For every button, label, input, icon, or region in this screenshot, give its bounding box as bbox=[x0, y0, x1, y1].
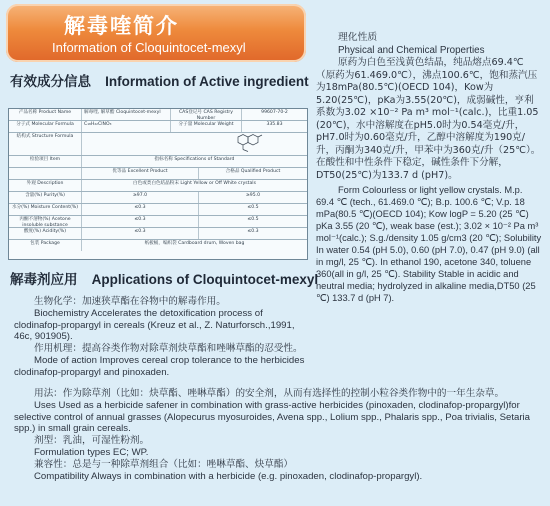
table-row bbox=[9, 180, 307, 192]
applications-heading-cn: 解毒剂应用 bbox=[10, 272, 78, 288]
properties-heading-en: Physical and Chemical Properties bbox=[338, 44, 485, 56]
table-row bbox=[9, 192, 307, 204]
table-cell: ≤0.3 bbox=[82, 204, 199, 215]
properties-heading-cn: 理化性质 bbox=[338, 32, 378, 43]
chemistry-cn: 生物化学：加速狭草酯在谷物中的解毒作用。 bbox=[34, 296, 226, 307]
table-cell: 外观 Description bbox=[9, 180, 82, 191]
table-cell: CAS登记号 CAS Registry Number bbox=[171, 109, 242, 120]
banner-title-en: Information of Cloquintocet-mexyl bbox=[52, 40, 246, 55]
table-cell: ≤0.3 bbox=[82, 216, 199, 227]
table-cell: ≤0.5 bbox=[247, 217, 259, 222]
table-row bbox=[9, 216, 307, 228]
table-cell: 白色或类白色结晶粉末 Light Yellow or Off White crystals bbox=[133, 181, 256, 186]
properties-section bbox=[316, 32, 542, 304]
table-row bbox=[9, 156, 307, 168]
table-cell: 指标名称 Specifications of Standard bbox=[154, 157, 235, 162]
specification-table bbox=[8, 108, 308, 260]
table-cell: ≤0.5 bbox=[247, 205, 259, 210]
title-banner bbox=[6, 4, 306, 62]
table-cell: C₁₈H₂₂ClNO₃ bbox=[82, 121, 171, 132]
table-cell: ≥97.0 bbox=[82, 192, 199, 203]
table-cell: 包装 Package bbox=[9, 240, 82, 251]
table-row bbox=[9, 133, 307, 156]
table-cell: 合格品 Qualified Product bbox=[225, 169, 281, 174]
table-cell: 水分(%) Moisture Content(%) bbox=[9, 204, 82, 215]
properties-body-en: Form Colourless or light yellow crystals. M.p. 69.4 ℃ (tech., 61.469.0 ℃); B.p. 100.6 ℃; V.p. 18 mPa(80.5 ℃)(OECD 104); Kow logP = 5.20 (25 ℃) pKa 3.55 (20 ℃), weak base (est.); 3.02 × 10⁻² Pa m³ mol⁻¹(calc.); S.g./density 1.05 g/cm3 (20 ℃); Solubility In water 0.54 (pH 5.0), 0.60 (pH 7.0), 0.47 (pH 9.0) (all in mg/l, 25 ℃). In ethanol 190, acetone 340, toluene 360(all in g/l, 25 ℃). Stability Stable in acidic and neutral media; hydrolyzed in alkaline media,DT50 (25 ℃) 133.7 d (pH 7). bbox=[316, 185, 542, 303]
table-cell: 分子量 Molecular Weight bbox=[171, 121, 242, 132]
mechanism-cn: 作用机理：提高谷类作物对除草剂炔草酯和唑啉草酯的忍受性。 bbox=[34, 343, 303, 355]
uses-section bbox=[14, 388, 542, 482]
table-cell: 含量(%) Purity(%) bbox=[9, 192, 82, 203]
table-cell: 335.83 bbox=[266, 122, 283, 127]
table-cell: 纸板桶，编织袋 Cardboard drum, Woven bag bbox=[144, 241, 245, 246]
table-row bbox=[9, 240, 307, 251]
table-cell: ≤0.3 bbox=[247, 229, 259, 234]
table-row bbox=[9, 121, 307, 133]
structure-formula-cell bbox=[82, 133, 307, 155]
table-cell: 丙酮不溶物(%) Acetone insoluble substance bbox=[9, 216, 82, 227]
active-ingredient-heading-cn: 有效成分信息 bbox=[10, 74, 91, 90]
banner-title-cn: 解毒喹简介 bbox=[64, 14, 179, 38]
table-cell: 产品名称 Product Name bbox=[9, 109, 82, 120]
uses-en: Uses Used as a herbicide safener in combination with grass-active herbicides (pinoxaden, clodinafop-propargyl)for selective control of annual grasses (Alopecurus myosuroides, Avena spp., Lolium spp., Phalaris spp., Poa trivialis, Setaria spp.) in small grain cereals. bbox=[14, 399, 531, 435]
chemistry-en: Biochemistry Accelerates the detoxification process of clodinafop-propargyl in cereals (Kreuz et al., Z. Naturforsch.,1991, 46c, 901905). bbox=[14, 307, 295, 343]
applications-heading-en: Applications of Cloquintocet-mexyl bbox=[91, 272, 319, 287]
compatibility-en: Compatibility Always in combination with a herbicide (e.g. pinoxaden, clodinafop-propargyl). bbox=[34, 470, 423, 482]
table-cell: 分子式 Molecular Formula bbox=[9, 121, 82, 132]
uses-cn: 用法：作为除草剂（比如：炔草酯、唑啉草酯）的安全剂，从而有选择性的控制小粒谷类作物中的一年生杂草。 bbox=[34, 388, 505, 399]
compatibility-cn: 兼容性：总是与一种除草剂组合（比如：唑啉草酯、炔草酯） bbox=[34, 458, 294, 470]
table-cell: 检验项目 Item bbox=[9, 156, 82, 167]
applications-heading bbox=[10, 268, 318, 288]
formulation-cn: 剂型：乳油，可湿性粉剂。 bbox=[34, 435, 150, 447]
mechanism-en: Mode of action Improves cereal crop tolerance to the herbicides clodinafop-propargyl and pinoxaden. bbox=[14, 354, 305, 378]
structure-formula-drawing bbox=[232, 134, 264, 152]
table-cell: 优等品 Excellent Product bbox=[82, 168, 199, 179]
table-cell: ≥95.0 bbox=[245, 193, 261, 198]
table-cell bbox=[9, 168, 82, 179]
active-ingredient-heading bbox=[10, 70, 309, 90]
table-row bbox=[9, 204, 307, 216]
table-cell: 99607-70-2 bbox=[261, 110, 288, 115]
table-row bbox=[9, 228, 307, 240]
table-cell: ≤0.3 bbox=[82, 228, 199, 239]
applications-section bbox=[14, 296, 306, 379]
table-cell: 结构式 Structure Formula bbox=[9, 133, 82, 155]
table-row bbox=[9, 168, 307, 180]
table-row bbox=[9, 109, 307, 121]
properties-body-cn: 原药为白色至浅黄色结晶，纯品熔点69.4℃（原药为61.469.0℃），沸点100.6℃，饱和蒸汽压为18mPa(80.5℃)(OECD 104)，Kow为5.20(25℃)，pKa为3.55(20℃)，成弱碱性，亨利系数为3.02 ×10⁻² Pa m³ mol⁻¹(calc.)，比重1.05 (20℃)，水中溶解度在pH5.0时为0.54毫克/升，pH7.0时为0.60毫克/升，乙醇中溶解度为190克/升，丙酮为340克/升，甲苯中为360克/升（25℃）。在酸性和中性条件下稳定，碱性条件下分解，DT50(25℃)为133.7 d (pH7)。 bbox=[316, 57, 541, 181]
active-ingredient-heading-en: Information of Active ingredient bbox=[105, 74, 309, 89]
table-cell: 酸度(%) Acidity(%) bbox=[9, 228, 82, 239]
formulation-en: Formulation types EC; WP. bbox=[34, 446, 149, 458]
table-cell: 解毒喹, 解草酯 Cloquintocet-mexyl bbox=[82, 109, 171, 120]
